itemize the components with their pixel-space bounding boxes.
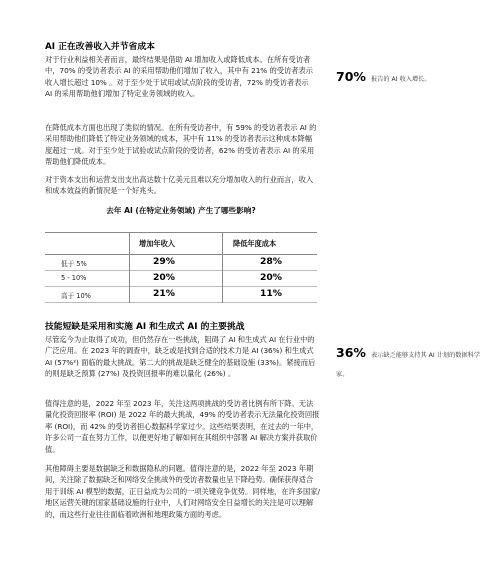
revenue-value: 29%: [153, 256, 175, 267]
table-header-row: [45, 232, 317, 255]
row-label: 低于 5%: [61, 260, 87, 268]
row-label: 5 - 10%: [61, 274, 87, 282]
cost-value: 20%: [260, 272, 282, 283]
table-header-cost: 降低年度成本: [233, 239, 277, 248]
table-row: [45, 270, 317, 287]
callout-text: 报告的 AI 收入增长。: [371, 76, 431, 83]
column-divider: [129, 232, 130, 303]
table-header-revenue: 增加年收入: [139, 239, 175, 248]
cost-value: 28%: [260, 256, 282, 267]
section-heading-skills: 技能短缺是采用和实施 AI 和生成式 AI 的主要挑战: [45, 322, 245, 332]
paragraph-barriers: 其他障碍主要是数据缺乏和数据隐私的问题。值得注意的是，2022 年至 2023 年期间，关注除了数据缺乏和网络安全挑战外的受访者数量也呈下降趋势。确保获得适合用于训练 AI 模型的数据，正日益成为公司的一项关键竞争优势。同样地，在许多国家/地区运营关键的国家基础设施的行业中，人们对网络安全日益增长的关注是可以理解的，而这些行业往往面临着欧洲和地理政策方面的考虑。: [45, 464, 320, 519]
revenue-value: 21%: [153, 288, 175, 299]
cost-value: 11%: [260, 288, 282, 299]
paragraph-trend: 值得注意的是，2022 年至 2023 年，关注这两项挑战的受访者比例有所下降。无法量化投资回报率 (ROI) 是 2022 年的最大挑战，49% 的受访者表示无法量化投资回报率 (ROI)，而 42% 的受访者担心数据科学家过少。这些结果表明，在过去的一年中，许多公司一直在努力工作，以便更好地了解如何在其组织中部署 AI 解决方案并获取价值。: [45, 399, 320, 454]
row-label: 高于 10%: [61, 292, 91, 300]
paragraph-revenue: 对于行业利益相关者而言，最终结果是借助 AI 增加收入或降低成本。在所有受访者中，70% 的受访者表示 AI 的采用帮助他们增加了收入，其中有 21% 的受访者表示收入增长超过 10% 。对于至少处于试用或试点阶段的受访者，72% 的受访者表示 AI 的采用帮助他们增加了特定业务领域的收入。: [45, 55, 313, 99]
callout-number: 70%: [336, 69, 366, 84]
table-row: [45, 254, 317, 271]
table-row: [45, 286, 317, 303]
paragraph-cost: 在降低成本方面也出现了类似的情况。在所有受访者中，有 59% 的受访者表示 AI 的采用帮助他们降低了特定业务领域的成本，其中有 11% 的受访者表示这种成本降幅度超过一成。对于至少处于试验或试点阶段的受访者，62% 的受访者表示 AI 的采用帮助他们降低成本。: [45, 123, 317, 167]
callout-text: 表示缺乏能够支持其 AI 计划的数据科学家。: [336, 352, 481, 378]
section-heading-revenue: AI 正在改善收入并节省成本: [45, 42, 155, 52]
paragraph-challenges: 尽管迄今为止取得了成功，但仍然存在一些挑战，阻碍了 AI 和生成式 AI 在行业中的广泛应用。在 2023 年的调查中，缺乏或是找到合适的技术力是 AI (36%) 和生成式 AI (57%²) 面临的最大挑战。第二大的挑战是缺乏健全的基础设施 (33%)。紧接而后的则是缺乏预算 (27%) 及投资回报率的难以量化 (26%) 。: [45, 335, 316, 379]
table-title: 去年 AI (在特定业务领域) 产生了哪些影响?: [106, 206, 256, 215]
revenue-value: 20%: [153, 272, 175, 283]
paragraph-outlook: 对于资本支出和运营支出支出高达数十亿美元且难以充分增加收入的行业而言，收入和成本效益的新情况是一个好兆头。: [45, 175, 314, 196]
impact-table: [45, 232, 317, 303]
callout-skills: [336, 342, 486, 380]
column-divider: [222, 232, 223, 303]
callout-number: 36%: [336, 345, 366, 360]
callout-revenue: [336, 66, 486, 85]
